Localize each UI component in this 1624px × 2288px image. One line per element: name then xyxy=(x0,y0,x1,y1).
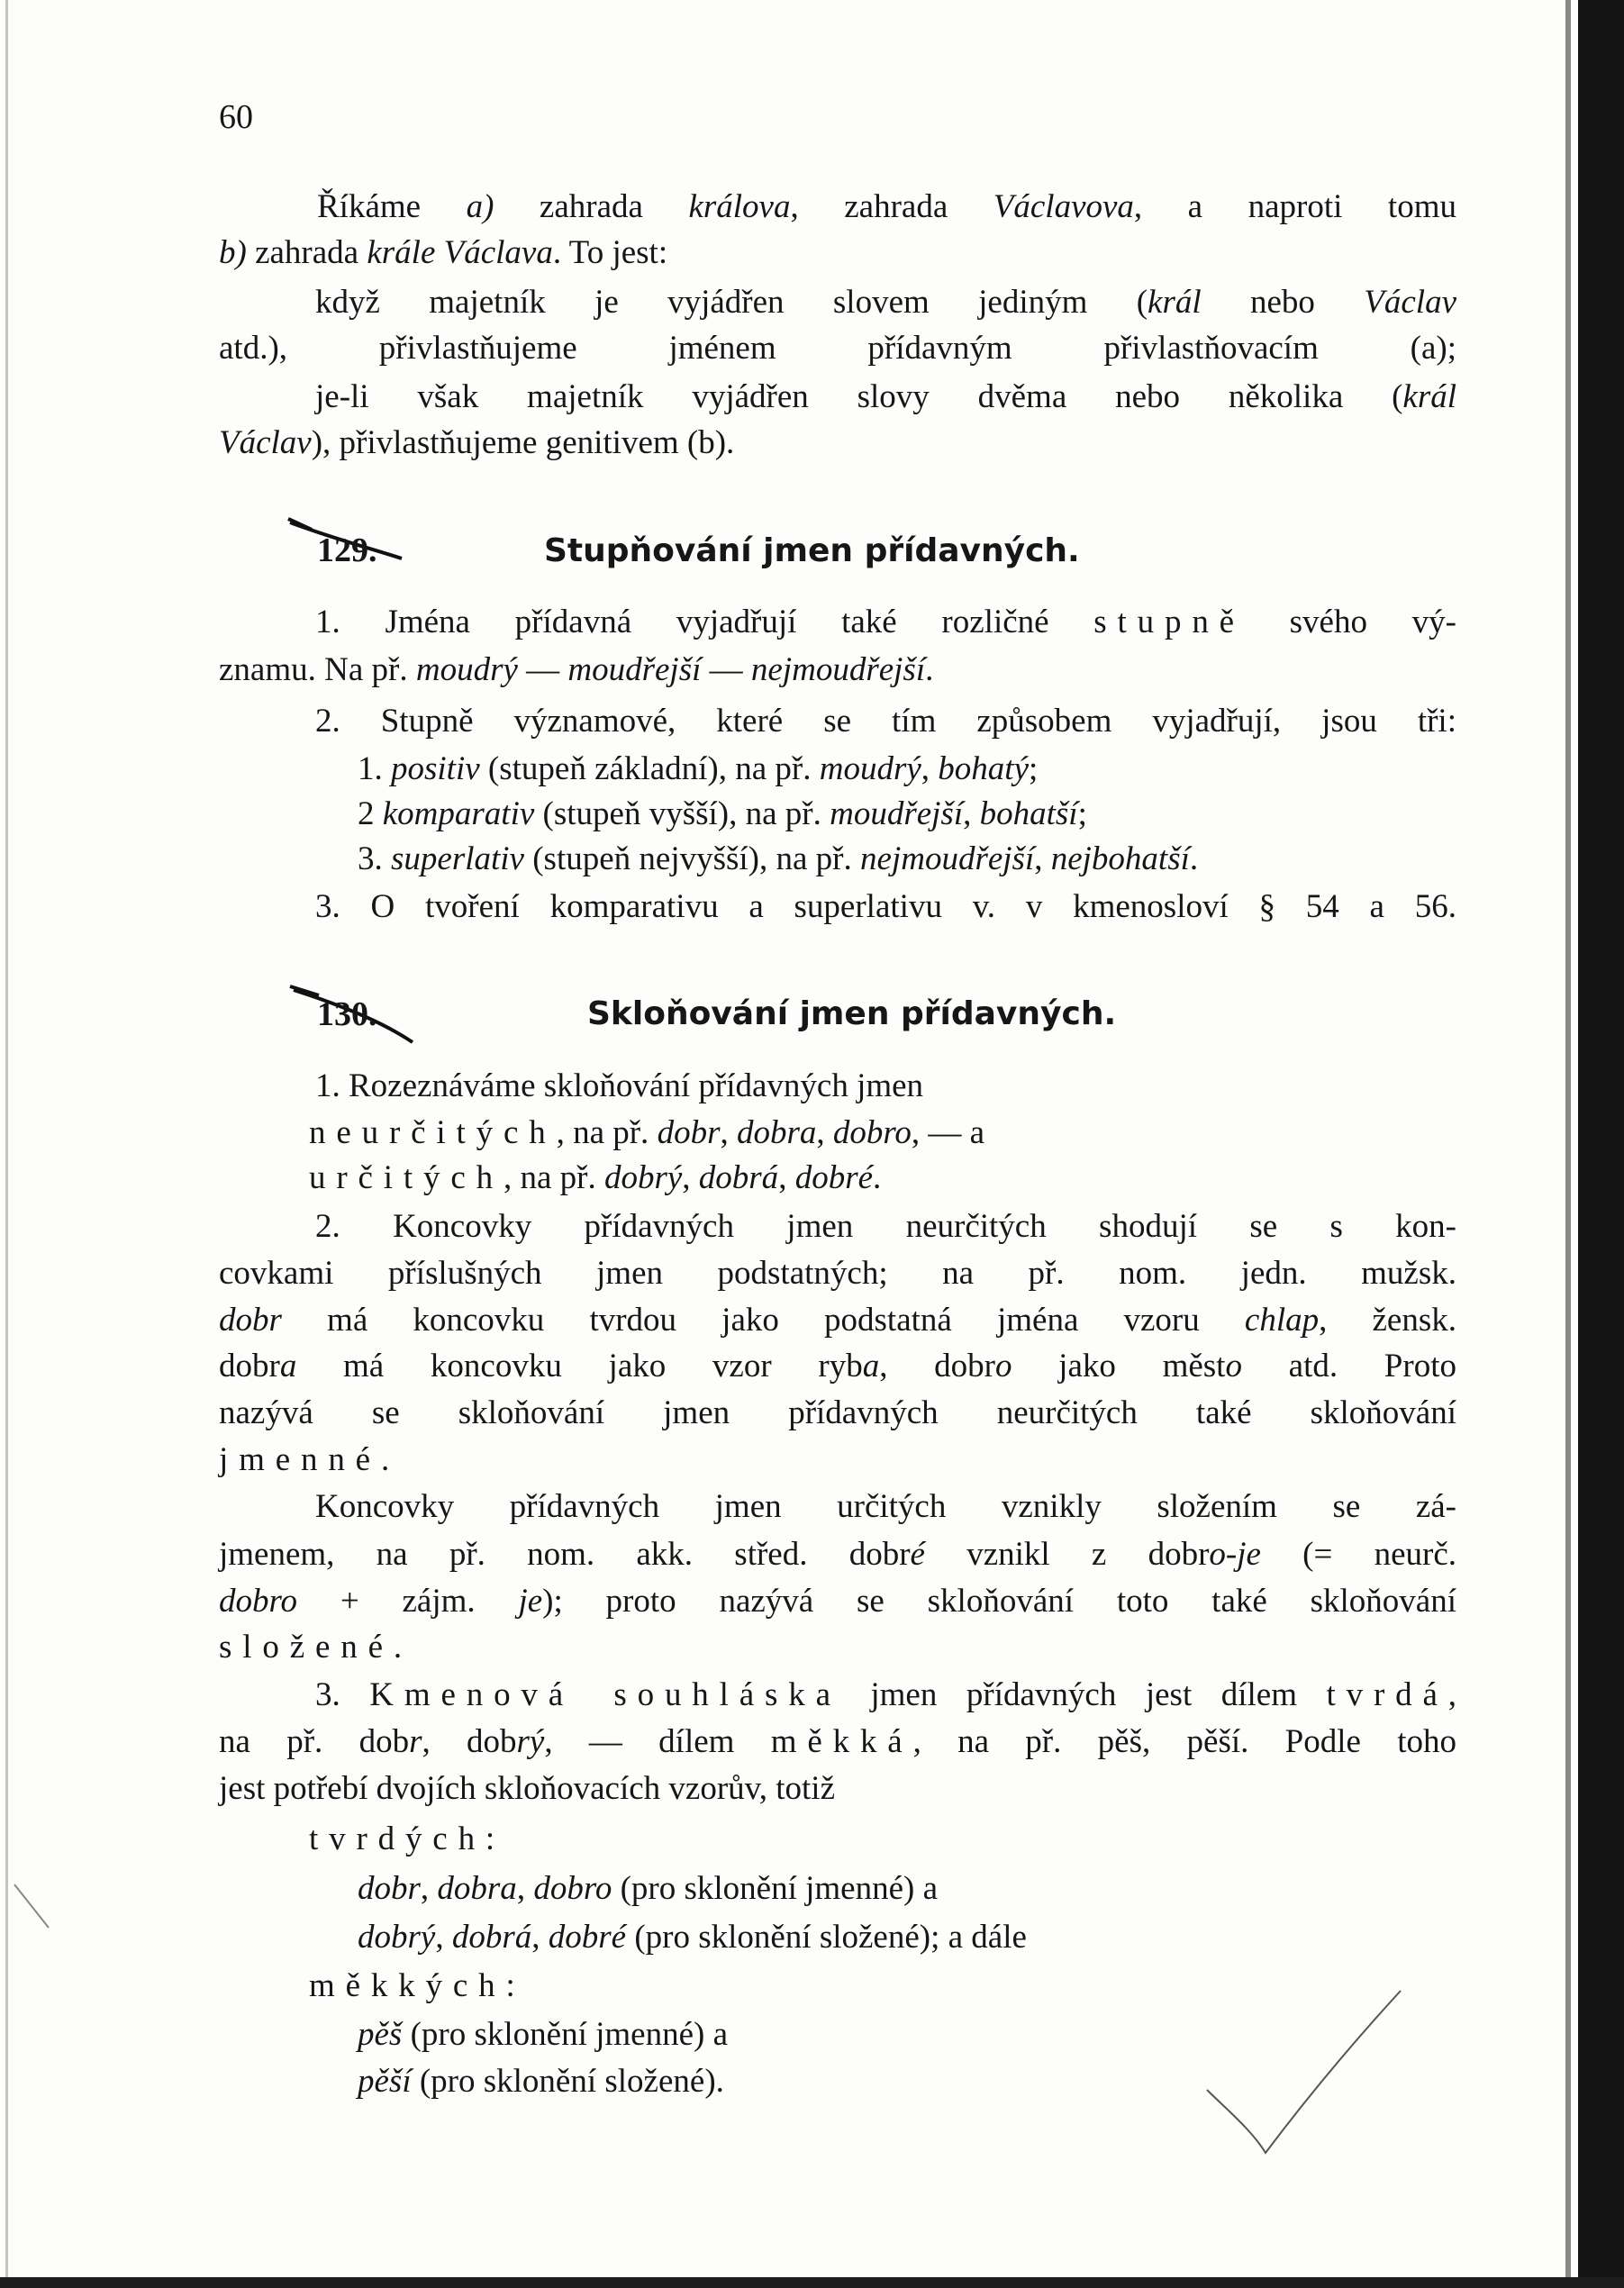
scan-artifact xyxy=(13,1883,67,1937)
text-line: na př. dobr, dobrý, — dílem měkká, na př. pěš, pěší. Podle toho xyxy=(219,1723,1457,1760)
section-number: 129. xyxy=(317,531,377,569)
text-line: Říkáme a) zahrada králova, zahrada Václavova, a naproti tomu xyxy=(317,188,1456,225)
list-item: pěší (pro sklonění složené). xyxy=(358,2063,724,2100)
text-line: složené. xyxy=(219,1629,413,1666)
section-heading: Stupňování jmen přídavných. xyxy=(544,532,1080,569)
text-line: když majetník je vyjádřen slovem jediným (král nebo Václav xyxy=(315,284,1456,321)
text-line: určitých, na př. dobrý, dobrá, dobré. xyxy=(309,1159,882,1196)
text-line: tvrdých: xyxy=(309,1820,506,1857)
text-line: b) zahrada krále Václava. To jest: xyxy=(219,234,668,271)
text-line: 1. Jména přídavná vyjadřují také rozličné stupně svého vý- xyxy=(315,604,1456,640)
text-line: dobro + zájm. je); proto nazývá se skloňování toto také skloňování xyxy=(219,1583,1456,1620)
text-line: dobra má koncovku jako vzor ryba, dobro jako město atd. Proto xyxy=(219,1348,1456,1385)
text-line: dobr má koncovku tvrdou jako podstatná jména vzoru chlap, žensk. xyxy=(219,1302,1456,1339)
text-line: měkkých: xyxy=(309,1967,526,2004)
list-item: 3. superlativ (stupeň nejvyšší), na př. nejmoudřejší, nejbohatší. xyxy=(358,840,1199,877)
text-line: znamu. Na př. moudrý — moudřejší — nejmoudřejší. xyxy=(219,651,934,688)
section-number: 130. xyxy=(317,995,377,1033)
text-line: 1. Rozeznáváme skloňování přídavných jmen xyxy=(315,1067,924,1104)
list-item: pěš (pro sklonění jmenné) a xyxy=(358,2016,728,2053)
scan-left-edge xyxy=(5,0,8,2288)
pencil-checkmark xyxy=(1198,1982,1414,2162)
text-line: covkami příslušných jmen podstatných; na př. nom. jedn. mužsk. xyxy=(219,1255,1456,1292)
scan-right-edge xyxy=(1578,0,1624,2288)
text-line: Koncovky přídavných jmen určitých vznikly složením se zá- xyxy=(315,1488,1456,1525)
text-line: jest potřebí dvojích skloňovacích vzorův, totiž xyxy=(219,1770,835,1807)
list-item: dobrý, dobrá, dobré (pro sklonění složené); a dále xyxy=(358,1919,1027,1956)
text-line: atd.), přivlastňujeme jménem přídavným přivlastňovacím (a); xyxy=(219,330,1456,367)
text-line: nazývá se skloňování jmen přídavných neurčitých také skloňování xyxy=(219,1394,1456,1431)
list-item: dobr, dobra, dobro (pro sklonění jmenné) a xyxy=(358,1870,939,1907)
text-line: 3. O tvoření komparativu a superlativu v. v kmenosloví § 54 a 56. xyxy=(315,888,1456,925)
text-line: jmenné. xyxy=(219,1441,401,1478)
list-item: 2 komparativ (stupeň vyšší), na př. moudřejší, bohatší; xyxy=(358,795,1087,832)
text-line: 3. Kmenová souhláska jmen přídavných jest dílem tvrdá, xyxy=(315,1676,1457,1713)
text-line: 2. Koncovky přídavných jmen neurčitých shodují se s kon- xyxy=(315,1208,1456,1245)
text-line: je-li však majetník vyjádřen slovy dvěma nebo několika (král xyxy=(315,378,1456,415)
scan-bottom-edge xyxy=(0,2277,1624,2288)
text-line: jmenem, na př. nom. akk. střed. dobré vznikl z dobro-je (= neurč. xyxy=(219,1536,1457,1573)
list-item: 1. positiv (stupeň základní), na př. moudrý, bohatý; xyxy=(358,750,1039,787)
text-line: neurčitých, na př. dobr, dobra, dobro, — a xyxy=(309,1114,985,1151)
section-heading: Skloňování jmen přídavných. xyxy=(587,995,1117,1032)
scan-right-shadow xyxy=(1565,0,1571,2288)
page-number: 60 xyxy=(219,98,253,136)
text-line: Václav), přivlastňujeme genitivem (b). xyxy=(219,424,735,461)
text-line: 2. Stupně významové, které se tím způsobem vyjadřují, jsou tři: xyxy=(315,703,1456,740)
